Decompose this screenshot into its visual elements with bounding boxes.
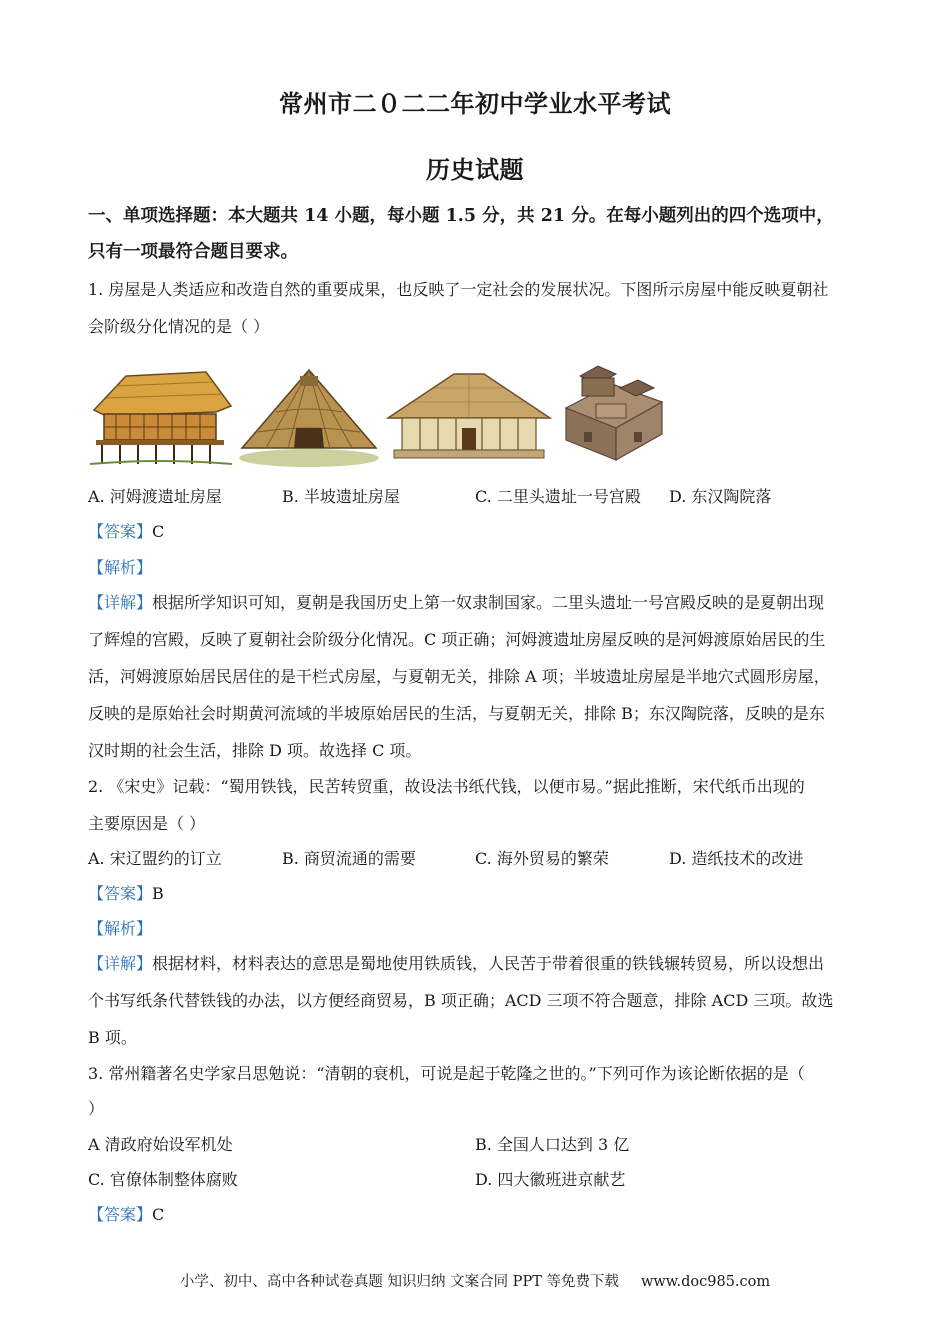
q2-option-d: D. 造纸技术的改进 bbox=[669, 849, 804, 868]
q2-detail-line2: 个书写纸条代替铁钱的办法，以方便经商贸易，B 项正确；ACD 三项不符合题意，排除 ACD 三项。故选 bbox=[88, 991, 834, 1010]
detail-text: 根据所学知识可知，夏朝是我国历史上第一奴隶制国家。二里头遗址一号宫殿反映的是夏朝出现 bbox=[152, 593, 825, 612]
q1-option-a: A. 河姆渡遗址房屋 bbox=[88, 487, 222, 506]
q1-option-d: D. 东汉陶院落 bbox=[669, 487, 772, 506]
footer-text: 小学、初中、高中各种试卷真题 知识归纳 文案合同 PPT 等免费下载 bbox=[179, 1274, 619, 1290]
q3-option-a: A 清政府始设军机处 bbox=[88, 1135, 233, 1154]
q1-detail-line4: 反映的是原始社会时期黄河流域的半坡原始居民的生活，与夏朝无关，排除 B；东汉陶院落，反映的是东 bbox=[88, 704, 825, 723]
q1-detail-line1 bbox=[88, 592, 868, 614]
q3-stem-line1: 3. 常州籍著名史学家吕思勉说：“清朝的衰机，可说是起于乾隆之世的。”下列可作为该论断依据的是（ bbox=[88, 1064, 805, 1083]
q2-option-b: B. 商贸流通的需要 bbox=[282, 849, 416, 868]
q2-analysis-tag: 【解析】 bbox=[88, 919, 153, 938]
exam-subtitle: 历史试题 bbox=[426, 155, 524, 184]
q3-option-d: D. 四大徽班进京献艺 bbox=[475, 1170, 626, 1189]
q2-answer bbox=[88, 883, 868, 905]
answer-tag: 【答案】 bbox=[88, 522, 153, 541]
q1-option-c: C. 二里头遗址一号宫殿 bbox=[475, 487, 641, 506]
answer-value: C bbox=[152, 522, 165, 541]
q1-detail-line3: 活，河姆渡原始居民居住的是干栏式房屋，与夏朝无关，排除 A 项；半坡遗址房屋是半地穴式圆形房屋， bbox=[88, 667, 830, 686]
q2-option-c: C. 海外贸易的繁荣 bbox=[475, 849, 609, 868]
answer-value: C bbox=[152, 1205, 165, 1224]
q2-option-a: A. 宋辽盟约的订立 bbox=[88, 849, 222, 868]
q1-stem-line1: 1. 房屋是人类适应和改造自然的重要成果，也反映了一定社会的发展状况。下图所示房屋中能反映夏朝社 bbox=[88, 280, 829, 299]
q1-analysis-tag: 【解析】 bbox=[88, 558, 153, 577]
q1-stem-line2: 会阶级分化情况的是（ ） bbox=[88, 317, 270, 336]
pottery-courtyard-image bbox=[558, 362, 670, 470]
detail-text: 根据材料，材料表达的意思是蜀地使用铁质钱，人民苦于带着很重的铁钱辗转贸易，所以设想出 bbox=[152, 954, 825, 973]
q3-option-b: B. 全国人口达到 3 亿 bbox=[475, 1135, 630, 1154]
q2-stem-line1: 2. 《宋史》记载：“蜀用铁钱，民苦转贸重，故设法书纸代钱，以便市易。”据此推断，宋代纸币出现的 bbox=[88, 777, 805, 796]
q2-stem-line2: 主要原因是（ ） bbox=[88, 814, 206, 833]
section-instruction-line1: 一、单项选择题：本大题共 14 小题，每小题 1.5 分，共 21 分。在每小题列出的四个选项中， bbox=[88, 206, 834, 226]
q3-option-c: C. 官僚体制整体腐败 bbox=[88, 1170, 238, 1189]
stilt-house-image bbox=[86, 362, 234, 470]
q1-detail-line2: 了辉煌的宫殿，反映了夏朝社会阶级分化情况。C 项正确；河姆渡遗址房屋反映的是河姆渡原始居民的生 bbox=[88, 630, 826, 649]
answer-tag: 【答案】 bbox=[88, 884, 153, 903]
exam-title: 常州市二０二二年初中学业水平考试 bbox=[279, 89, 671, 118]
detail-tag: 【详解】 bbox=[88, 954, 153, 973]
round-hut-image bbox=[236, 362, 382, 470]
answer-tag: 【答案】 bbox=[88, 1205, 153, 1224]
q2-detail-line3: B 项。 bbox=[88, 1028, 137, 1047]
q2-detail-line1 bbox=[88, 953, 868, 975]
palace-image bbox=[384, 362, 554, 470]
q1-house-images bbox=[86, 362, 676, 470]
detail-tag: 【详解】 bbox=[88, 593, 153, 612]
q1-answer bbox=[88, 521, 868, 543]
answer-value: B bbox=[152, 884, 164, 903]
q3-stem-line2: ） bbox=[88, 1099, 105, 1118]
section-instruction-line2: 只有一项最符合题目要求。 bbox=[88, 242, 298, 262]
footer-url[interactable]: www.doc985.com bbox=[640, 1274, 771, 1290]
q3-answer bbox=[88, 1204, 868, 1226]
page-footer bbox=[0, 1270, 950, 1291]
q1-detail-line5: 汉时期的社会生活，排除 D 项。故选择 C 项。 bbox=[88, 741, 422, 760]
q1-option-b: B. 半坡遗址房屋 bbox=[282, 487, 400, 506]
